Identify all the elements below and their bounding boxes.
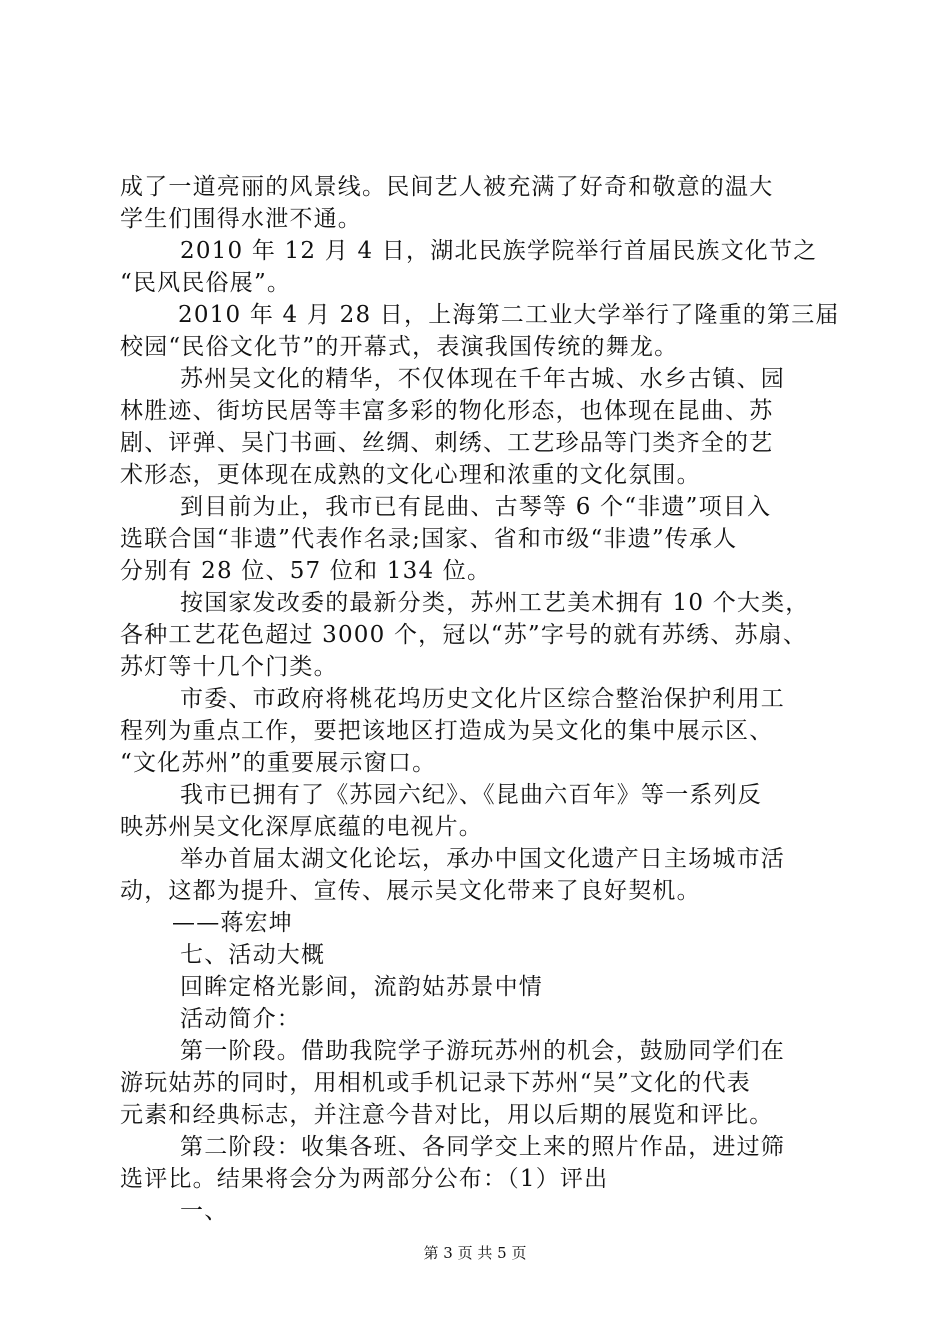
text-line: 按国家发改委的最新分类，苏州工艺美术拥有 10 个大类， <box>180 590 810 616</box>
text-line: 到目前为止，我市已有昆曲、古琴等 6 个“非遗”项目入 <box>180 494 772 520</box>
text-line: 第二阶段：收集各班、各同学交上来的照片作品，进过筛 <box>180 1134 785 1160</box>
text-line: “民风民俗展”。 <box>120 270 292 296</box>
text-line: 市委、市政府将桃花坞历史文化片区综合整治保护利用工 <box>180 686 785 712</box>
text-line: 游玩姑苏的同时，用相机或手机记录下苏州“吴”文化的代表 <box>120 1070 751 1096</box>
author-signature: ——蒋宏坤 <box>172 910 293 936</box>
text-line: “文化苏州”的重要展示窗口。 <box>120 750 437 776</box>
text-line: 术形态，更体现在成熟的文化心理和浓重的文化氛围。 <box>120 462 701 488</box>
text-line: 选联合国“非遗”代表作名录;国家、省和市级“非遗”传承人 <box>120 526 738 552</box>
text-line: 我市已拥有了《苏园六纪》、《昆曲六百年》等一系列反 <box>180 782 762 808</box>
text-line: 元素和经典标志，并注意今昔对比，用以后期的展览和评比。 <box>120 1102 774 1128</box>
text-line: 校园“民俗文化节”的开幕式，表演我国传统的舞龙。 <box>120 334 679 360</box>
text-line: 苏灯等十几个门类。 <box>120 654 338 680</box>
activity-intro-label: 活动简介： <box>180 1006 301 1032</box>
page-footer: 第 3 页 共 5 页 <box>423 1244 527 1262</box>
text-line: 动，这都为提升、宣传、展示吴文化带来了良好契机。 <box>120 878 701 904</box>
text-line: 2010 年 4 月 28 日，上海第二工业大学举行了隆重的第三届 <box>178 302 840 328</box>
activity-slogan: 回眸定格光影间，流韵姑苏景中情 <box>180 974 543 1000</box>
text-line: 程列为重点工作，要把该地区打造成为吴文化的集中展示区、 <box>120 718 774 744</box>
text-line: 分别有 28 位、57 位和 134 位。 <box>120 558 492 584</box>
text-line: 学生们围得水泄不通。 <box>120 206 362 232</box>
text-line: 一、 <box>180 1198 229 1224</box>
text-line: 选评比。结果将会分为两部分公布：（1）评出 <box>120 1166 609 1192</box>
document-body <box>120 171 840 1227</box>
text-line: 2010 年 12 月 4 日，湖北民族学院举行首届民族文化节之 <box>180 238 818 264</box>
text-line: 苏州吴文化的精华，不仅体现在千年古城、水乡古镇、园 <box>180 366 785 392</box>
section-heading: 七、活动大概 <box>180 942 326 968</box>
text-line: 剧、评弹、吴门书画、丝绸、刺绣、工艺珍品等门类齐全的艺 <box>120 430 774 456</box>
text-line: 举办首届太湖文化论坛，承办中国文化遗产日主场城市活 <box>180 846 785 872</box>
text-line: 各种工艺花色超过 3000 个，冠以“苏”字号的就有苏绣、苏扇、 <box>120 622 808 648</box>
text-line: 林胜迹、街坊民居等丰富多彩的物化形态，也体现在昆曲、苏 <box>120 398 774 424</box>
text-line: 第一阶段。借助我院学子游玩苏州的机会，鼓励同学们在 <box>180 1038 785 1064</box>
text-line: 映苏州吴文化深厚底蕴的电视片。 <box>120 814 483 840</box>
text-line: 成了一道亮丽的风景线。民间艺人被充满了好奇和敬意的温大 <box>120 174 774 200</box>
